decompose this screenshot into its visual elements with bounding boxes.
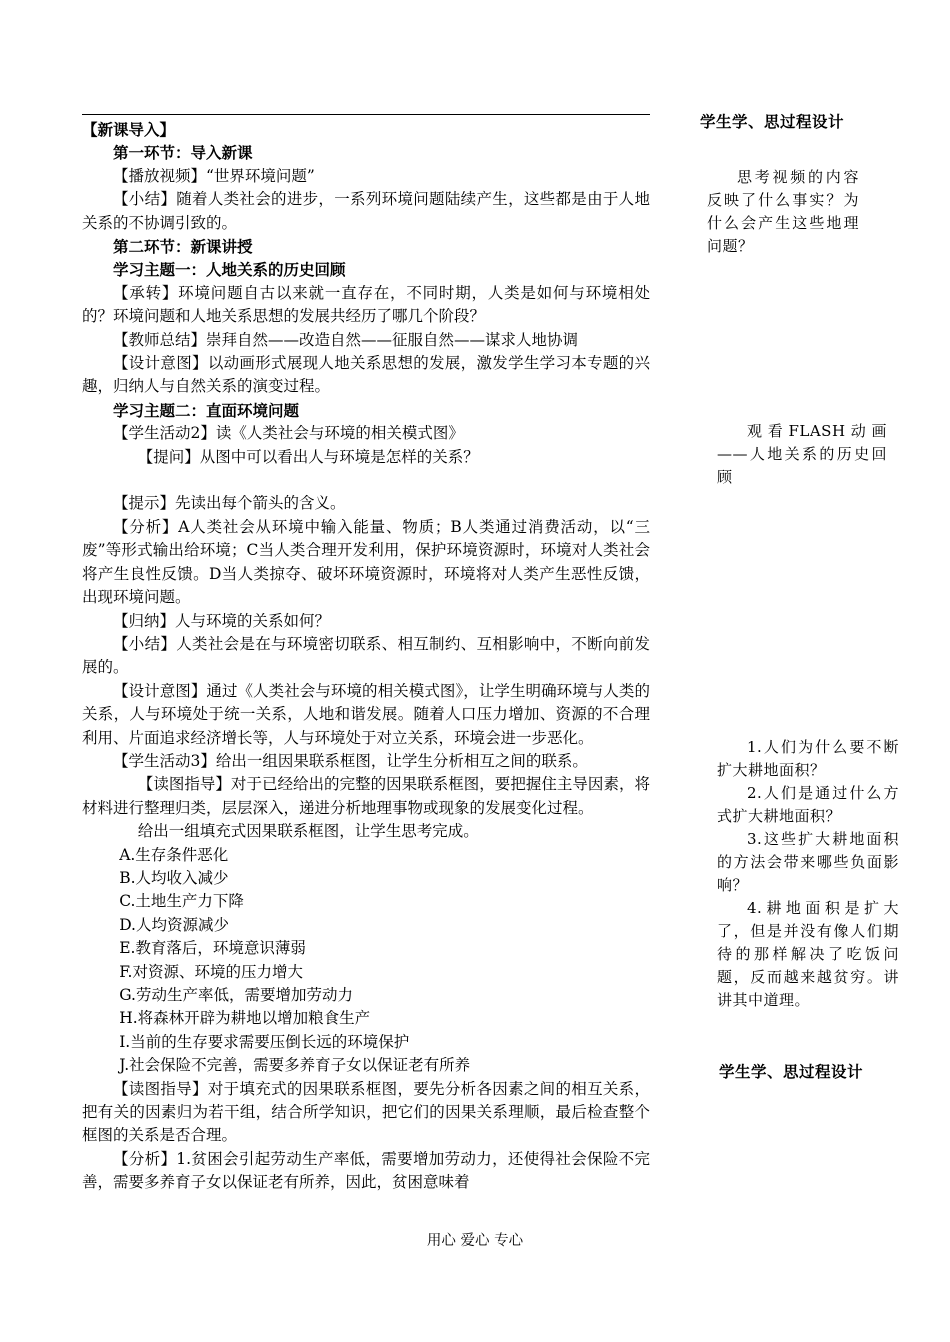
paragraph: 【小结】人类社会是在与环境密切联系、相互制约、互相影响中，不断向前发展的。 [82, 634, 650, 677]
option-item: H.将森林开辟为耕地以增加粮食生产 [119, 1009, 371, 1028]
side-question: 4.耕地面积是扩大了，但是并没有像人们期待的那样解决了吃饭问题，反而越来越贫穷。讲讲其中道理。 [717, 899, 899, 1009]
paragraph: 【分析】1.贫困会引起劳动生产率低，需要增加劳动力，还使得社会保险不完善，需要多养育子女以保证老有所养，因此，贫困意味着 [82, 1149, 650, 1192]
side-note-text: 观看FLASH动画——人地关系的历史回顾 [717, 422, 887, 486]
page-footer: 用心 爱心 专心 [426, 1233, 524, 1249]
side-note-flash [717, 420, 887, 489]
paragraph: 给出一组填充式因果联系框图，让学生思考完成。 [137, 822, 479, 841]
paragraph: 【分析】A人类社会从环境中输入能量、物质；B人类通过消费活动，以“三废”等形式输出给环境；C当人类合理开发利用，保护环境资源时，环境对人类社会将产生良性反馈。D当人类掠夺、破坏环境资源时，环境将对人类产生恶性反馈，出现环境问题。 [82, 517, 650, 607]
side-heading-top: 学生学、思过程设计 [700, 112, 845, 131]
option-item: E.教育落后，环境意识薄弱 [119, 939, 306, 958]
paragraph: 【承转】环境问题自古以来就一直存在，不同时期，人类是如何与环境相处的？环境问题和人地关系思想的发展共经历了哪几个阶段？ [82, 283, 650, 326]
option-item: J.社会保险不完善，需要多养育子女以保证老有所养 [119, 1056, 471, 1075]
side-question: 3.这些扩大耕地面积的方法会带来哪些负面影响？ [717, 830, 899, 894]
option-item: F.对资源、环境的压力增大 [119, 962, 303, 981]
side-note-text: 思考视频的内容反映了什么事实？为什么会产生这些地理问题？ [707, 168, 859, 255]
paragraph: 【小结】随着人类社会的进步，一系列环境问题陆续产生，这些都是由于人地关系的不协调引致的。 [82, 190, 650, 232]
paragraph: 【教师总结】崇拜自然——改造自然——征服自然——谋求人地协调 [113, 330, 579, 349]
side-note-video [707, 166, 859, 258]
option-item: G.劳动生产率低，需要增加劳动力 [119, 986, 353, 1005]
topic-heading-1: 学习主题一：人地关系的历史回顾 [113, 260, 346, 280]
section-heading-intro: 【新课导入】 [82, 120, 176, 139]
paragraph: 【学生活动3】给出一组因果联系框图，让学生分析相互之间的联系。 [113, 751, 588, 770]
option-item: A.生存条件恶化 [119, 845, 229, 864]
side-question: 2.人们是通过什么方式扩大耕地面积？ [717, 784, 899, 825]
header-rule [82, 114, 650, 115]
main-column [82, 118, 650, 1195]
option-item: C.土地生产力下降 [119, 892, 244, 911]
option-item: I.当前的生存要求需要压倒长远的环境保护 [119, 1032, 410, 1051]
blank-line [82, 469, 650, 492]
paragraph: 【设计意图】通过《人类社会与环境的相关模式图》，让学生明确环境与人类的关系，人与环境处于统一关系，人地和谐发展。随着人口压力增加、资源的不合理利用、片面追求经济增长等，人与环境处于对立关系，环境会进一步恶化。 [82, 681, 650, 747]
option-item: B.人均收入减少 [119, 868, 229, 887]
side-questions [717, 736, 899, 1012]
side-question: 1.人们为什么要不断扩大耕地面积？ [717, 738, 899, 779]
paragraph: 【读图指导】对于填充式的因果联系框图，要先分析各因素之间的相互关系，把有关的因素归为若干组，结合所学知识，把它们的因果关系理顺，最后检查整个框图的关系是否合理。 [82, 1079, 650, 1145]
step-heading-1: 第一环节：导入新课 [113, 143, 253, 163]
paragraph: 【提示】先读出每个箭头的含义。 [113, 494, 346, 513]
option-item: D.人均资源减少 [119, 915, 229, 934]
paragraph: 【读图指导】对于已经给出的完整的因果联系框图，要把握住主导因素，将材料进行整理归类，层层深入，递进分析地理事物或现象的发展变化过程。 [82, 775, 650, 817]
step-heading-2: 第二环节：新课讲授 [113, 237, 253, 257]
topic-heading-2: 学习主题二：直面环境问题 [113, 400, 300, 420]
paragraph: 【提问】从图中可以看出人与环境是怎样的关系？ [137, 447, 479, 466]
paragraph: 【归纳】人与环境的关系如何？ [113, 611, 331, 630]
side-heading-bottom: 学生学、思过程设计 [719, 1062, 864, 1081]
paragraph: 【学生活动2】读《人类社会与环境的相关模式图》 [113, 424, 464, 443]
paragraph: 【播放视频】“世界环境问题” [113, 166, 315, 185]
paragraph: 【设计意图】以动画形式展现人地关系思想的发展，激发学生学习本专题的兴趣，归纳人与自然关系的演变过程。 [82, 354, 650, 396]
